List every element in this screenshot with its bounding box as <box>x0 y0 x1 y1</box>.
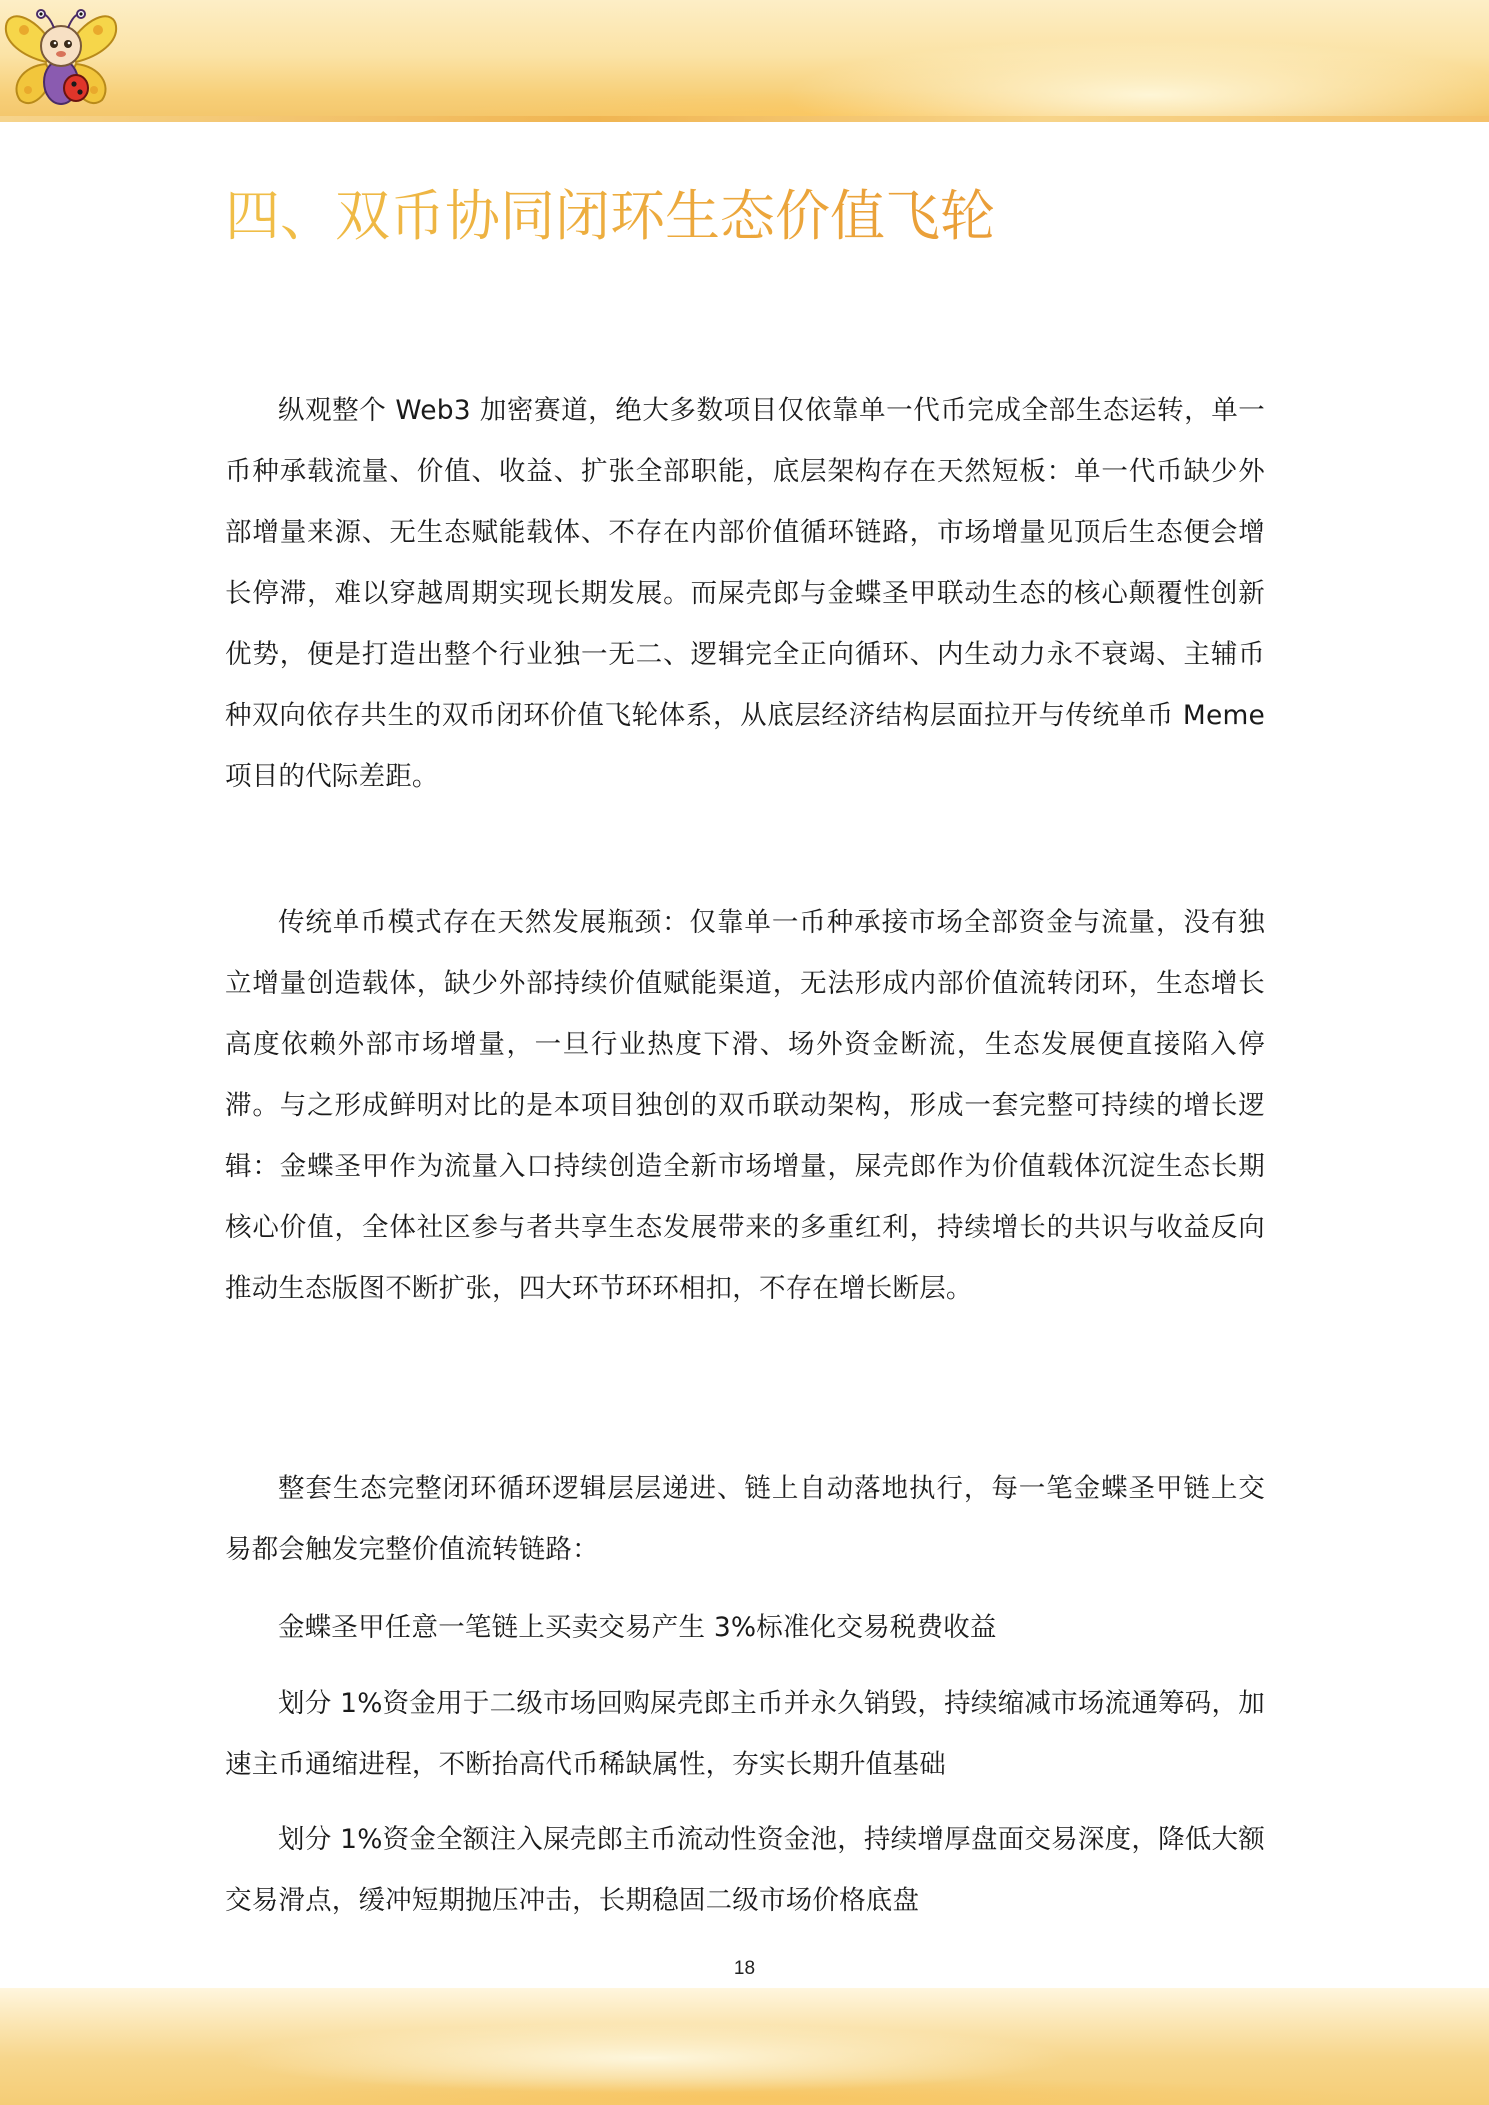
flow-item-1: 金蝶圣甲任意一笔链上买卖交易产生 3%标准化交易税费收益 <box>278 1612 997 1643</box>
page-number: 18 <box>733 1958 756 1979</box>
flow-item-3: 划分 1%资金全额注入屎壳郎主币流动性资金池，持续增厚盘面交易深度，降低大额交易滑点，缓冲短期抛压冲击，长期稳固二级市场价格底盘 <box>225 1824 1265 1916</box>
header-banner <box>0 0 1489 122</box>
flow-item-2: 划分 1%资金用于二级市场回购屎壳郎主币并永久销毁，持续缩减市场流通筹码，加速主币通缩进程，不断抬高代币稀缺属性，夯实长期升值基础 <box>225 1688 1265 1780</box>
paragraph-1: 纵观整个 Web3 加密赛道，绝大多数项目仅依靠单一代币完成全部生态运转，单一币种承载流量、价值、收益、扩张全部职能，底层架构存在天然短板：单一代币缺少外部增量来源、无生态赋能载体、不存在内部价值循环链路，市场增量见顶后生态便会增长停滞，难以穿越周期实现长期发展。而屎壳郎与金蝶圣甲联动生态的核心颠覆性创新优势，便是打造出整个行业独一无二、逻辑完全正向循环、内生动力永不衰竭、主辅币种双向依存共生的双币闭环价值飞轮体系，从底层经济结构层面拉开与传统单币 Meme 项目的代际差距。 <box>225 395 1266 792</box>
butterfly-ladybug-mascot-icon <box>2 6 120 112</box>
paragraph-3: 整套生态完整闭环循环逻辑层层递进、链上自动落地执行，每一笔金蝶圣甲链上交易都会触发完整价值流转链路： <box>225 1473 1265 1565</box>
paragraph-2: 传统单币模式存在天然发展瓶颈：仅靠单一币种承接市场全部资金与流量，没有独立增量创造载体，缺少外部持续价值赋能渠道，无法形成内部价值流转闭环，生态增长高度依赖外部市场增量，一旦行业热度下滑、场外资金断流，生态发展便直接陷入停滞。与之形成鲜明对比的是本项目独创的双币联动架构，形成一套完整可持续的增长逻辑：金蝶圣甲作为流量入口持续创造全新市场增量，屎壳郎作为价值载体沉淀生态长期核心价值，全体社区参与者共享生态发展带来的多重红利，持续增长的共识与收益反向推动生态版图不断扩张，四大环节环环相扣，不存在增长断层。 <box>225 907 1265 1304</box>
footer-banner <box>0 1988 1489 2105</box>
section-title: 四、双币协同闭环生态价值飞轮 <box>225 176 1285 256</box>
